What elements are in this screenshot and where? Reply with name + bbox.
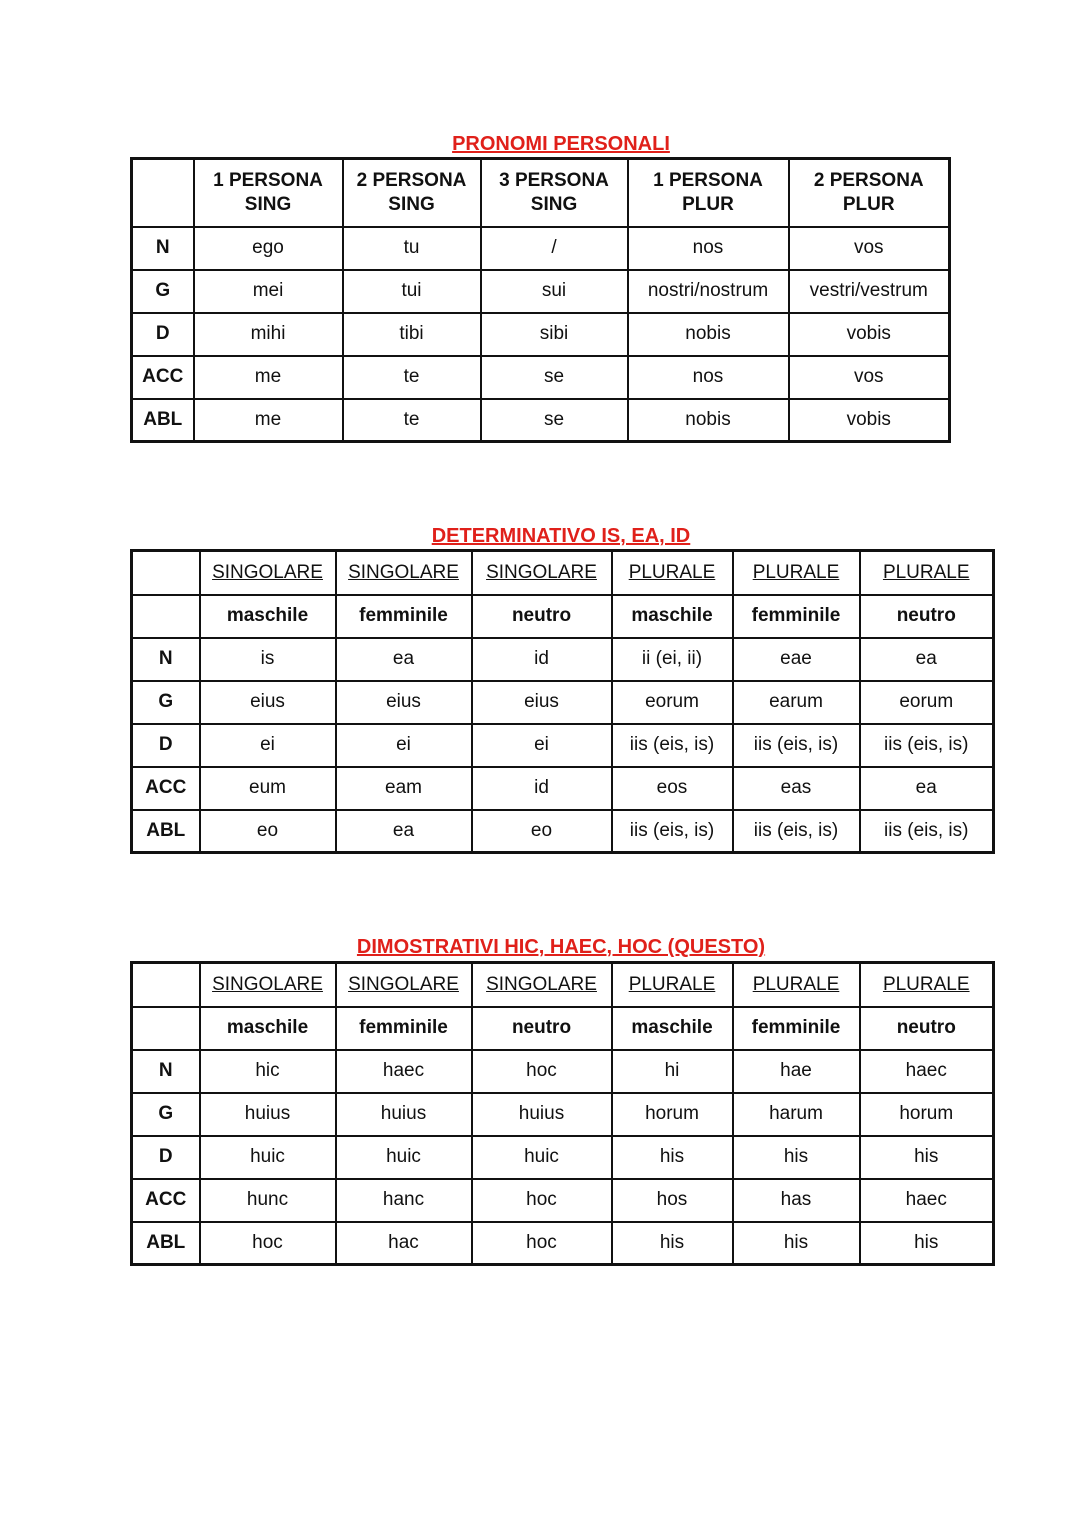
table-cell: ei: [200, 724, 336, 767]
table-cell: ea: [336, 810, 472, 853]
header-cell: 1 PERSONA PLUR: [628, 159, 789, 227]
case-label: N: [132, 227, 194, 270]
number-header: SINGOLARE: [200, 551, 336, 595]
case-label: ACC: [132, 356, 194, 399]
gender-header: neutro: [860, 1007, 994, 1050]
gender-header: neutro: [472, 595, 612, 638]
table-cell: mihi: [194, 313, 343, 356]
table-cell: iis (eis, is): [612, 724, 733, 767]
number-header: PLURALE: [733, 551, 860, 595]
case-label: G: [132, 1093, 200, 1136]
case-label: ABL: [132, 399, 194, 442]
case-label: ACC: [132, 767, 200, 810]
table-cell: tibi: [343, 313, 481, 356]
corner-cell: [132, 595, 200, 638]
table-cell: ei: [336, 724, 472, 767]
case-label: ABL: [132, 810, 200, 853]
personal-pronouns-table: [130, 157, 951, 443]
case-label: N: [132, 1050, 200, 1093]
case-label: D: [132, 313, 194, 356]
table-cell: hoc: [200, 1222, 336, 1265]
number-header: PLURALE: [733, 963, 860, 1007]
corner-cell: [132, 1007, 200, 1050]
case-label: D: [132, 724, 200, 767]
table-cell: haec: [860, 1050, 994, 1093]
personal-pronouns-title: PRONOMI PERSONALI: [452, 133, 670, 155]
table-cell: his: [860, 1222, 994, 1265]
gender-header: neutro: [860, 595, 994, 638]
table-cell: vobis: [789, 399, 950, 442]
table-cell: eius: [472, 681, 612, 724]
table-row: [132, 681, 994, 724]
table-row: [132, 1050, 994, 1093]
determinative-title: DETERMINATIVO IS, EA, ID: [431, 525, 691, 547]
table-cell: hac: [336, 1222, 472, 1265]
table-cell: id: [472, 638, 612, 681]
table-cell: tui: [343, 270, 481, 313]
table-cell: ea: [860, 638, 994, 681]
table-row: [132, 1222, 994, 1265]
table-cell: eam: [336, 767, 472, 810]
gender-header: femminile: [733, 595, 860, 638]
gender-header: maschile: [200, 595, 336, 638]
case-label: G: [132, 270, 194, 313]
table-row: [132, 399, 950, 442]
table-cell: hoc: [472, 1050, 612, 1093]
number-header: PLURALE: [860, 551, 994, 595]
case-label: ACC: [132, 1179, 200, 1222]
gender-header: maschile: [612, 1007, 733, 1050]
case-label: D: [132, 1136, 200, 1179]
table-cell: eius: [200, 681, 336, 724]
table-cell: hae: [733, 1050, 860, 1093]
table-cell: ea: [336, 638, 472, 681]
header-cell: 2 PERSONA PLUR: [789, 159, 950, 227]
table-cell: iis (eis, is): [733, 810, 860, 853]
table-cell: me: [194, 399, 343, 442]
gender-row: [132, 595, 994, 638]
table-cell: eius: [336, 681, 472, 724]
gender-header: femminile: [733, 1007, 860, 1050]
table-cell: huius: [472, 1093, 612, 1136]
gender-header: neutro: [472, 1007, 612, 1050]
table-cell: his: [860, 1136, 994, 1179]
table-cell: his: [612, 1222, 733, 1265]
table-row: [132, 270, 950, 313]
table-row: [132, 313, 950, 356]
demonstrative-title: DIMOSTRATIVI HIC, HAEC, HOC (QUESTO): [356, 936, 766, 958]
table-cell: eos: [612, 767, 733, 810]
corner-cell: [132, 551, 200, 595]
table-cell: hi: [612, 1050, 733, 1093]
table-cell: has: [733, 1179, 860, 1222]
table-row: [132, 724, 994, 767]
corner-cell: [132, 159, 194, 227]
gender-header: maschile: [200, 1007, 336, 1050]
number-header: SINGOLARE: [472, 551, 612, 595]
table-cell: te: [343, 399, 481, 442]
gender-header: maschile: [612, 595, 733, 638]
table-cell: se: [481, 356, 628, 399]
table-cell: iis (eis, is): [612, 810, 733, 853]
table-cell: haec: [860, 1179, 994, 1222]
table-cell: vos: [789, 227, 950, 270]
number-header: PLURALE: [860, 963, 994, 1007]
table-row: [132, 810, 994, 853]
table-cell: eorum: [860, 681, 994, 724]
table-cell: harum: [733, 1093, 860, 1136]
table-cell: hos: [612, 1179, 733, 1222]
table-cell: his: [612, 1136, 733, 1179]
number-header: PLURALE: [612, 551, 733, 595]
table-cell: horum: [860, 1093, 994, 1136]
table-cell: sui: [481, 270, 628, 313]
table-cell: hoc: [472, 1222, 612, 1265]
header-row: [132, 159, 950, 227]
table-cell: iis (eis, is): [733, 724, 860, 767]
table-cell: eum: [200, 767, 336, 810]
table-cell: se: [481, 399, 628, 442]
table-cell: iis (eis, is): [860, 810, 994, 853]
header-cell: 2 PERSONA SING: [343, 159, 481, 227]
table-cell: nos: [628, 227, 789, 270]
table-row: [132, 227, 950, 270]
demonstrative-table: [130, 961, 995, 1266]
table-cell: earum: [733, 681, 860, 724]
table-cell: vestri/vestrum: [789, 270, 950, 313]
table-cell: huic: [200, 1136, 336, 1179]
corner-cell: [132, 963, 200, 1007]
table-cell: me: [194, 356, 343, 399]
table-cell: eorum: [612, 681, 733, 724]
table-cell: iis (eis, is): [860, 724, 994, 767]
table-cell: eas: [733, 767, 860, 810]
table-cell: nos: [628, 356, 789, 399]
number-header: SINGOLARE: [200, 963, 336, 1007]
table-row: [132, 638, 994, 681]
table-cell: nobis: [628, 313, 789, 356]
table-cell: huius: [200, 1093, 336, 1136]
case-label: N: [132, 638, 200, 681]
table-cell: eae: [733, 638, 860, 681]
table-cell: ei: [472, 724, 612, 767]
table-cell: his: [733, 1136, 860, 1179]
table-cell: haec: [336, 1050, 472, 1093]
table-cell: ii (ei, ii): [612, 638, 733, 681]
table-cell: is: [200, 638, 336, 681]
table-row: [132, 1136, 994, 1179]
table-row: [132, 1093, 994, 1136]
gender-row: [132, 1007, 994, 1050]
table-row: [132, 767, 994, 810]
table-cell: vobis: [789, 313, 950, 356]
gender-header: femminile: [336, 1007, 472, 1050]
table-cell: nostri/nostrum: [628, 270, 789, 313]
table-cell: hoc: [472, 1179, 612, 1222]
table-cell: eo: [200, 810, 336, 853]
header-cell: 1 PERSONA SING: [194, 159, 343, 227]
number-header: SINGOLARE: [336, 963, 472, 1007]
gender-header: femminile: [336, 595, 472, 638]
table-cell: eo: [472, 810, 612, 853]
case-label: G: [132, 681, 200, 724]
table-cell: sibi: [481, 313, 628, 356]
table-cell: vos: [789, 356, 950, 399]
table-cell: his: [733, 1222, 860, 1265]
table-cell: huic: [472, 1136, 612, 1179]
table-cell: horum: [612, 1093, 733, 1136]
table-cell: id: [472, 767, 612, 810]
number-header: SINGOLARE: [472, 963, 612, 1007]
number-header: PLURALE: [612, 963, 733, 1007]
table-row: [132, 1179, 994, 1222]
number-row: [132, 551, 994, 595]
table-cell: hic: [200, 1050, 336, 1093]
header-cell: 3 PERSONA SING: [481, 159, 628, 227]
table-cell: mei: [194, 270, 343, 313]
table-cell: /: [481, 227, 628, 270]
table-row: [132, 356, 950, 399]
table-cell: nobis: [628, 399, 789, 442]
case-label: ABL: [132, 1222, 200, 1265]
table-cell: ego: [194, 227, 343, 270]
number-header: SINGOLARE: [336, 551, 472, 595]
table-cell: ea: [860, 767, 994, 810]
table-cell: tu: [343, 227, 481, 270]
table-cell: hanc: [336, 1179, 472, 1222]
determinative-table: [130, 549, 995, 854]
table-cell: huic: [336, 1136, 472, 1179]
table-cell: te: [343, 356, 481, 399]
table-cell: hunc: [200, 1179, 336, 1222]
table-cell: huius: [336, 1093, 472, 1136]
number-row: [132, 963, 994, 1007]
